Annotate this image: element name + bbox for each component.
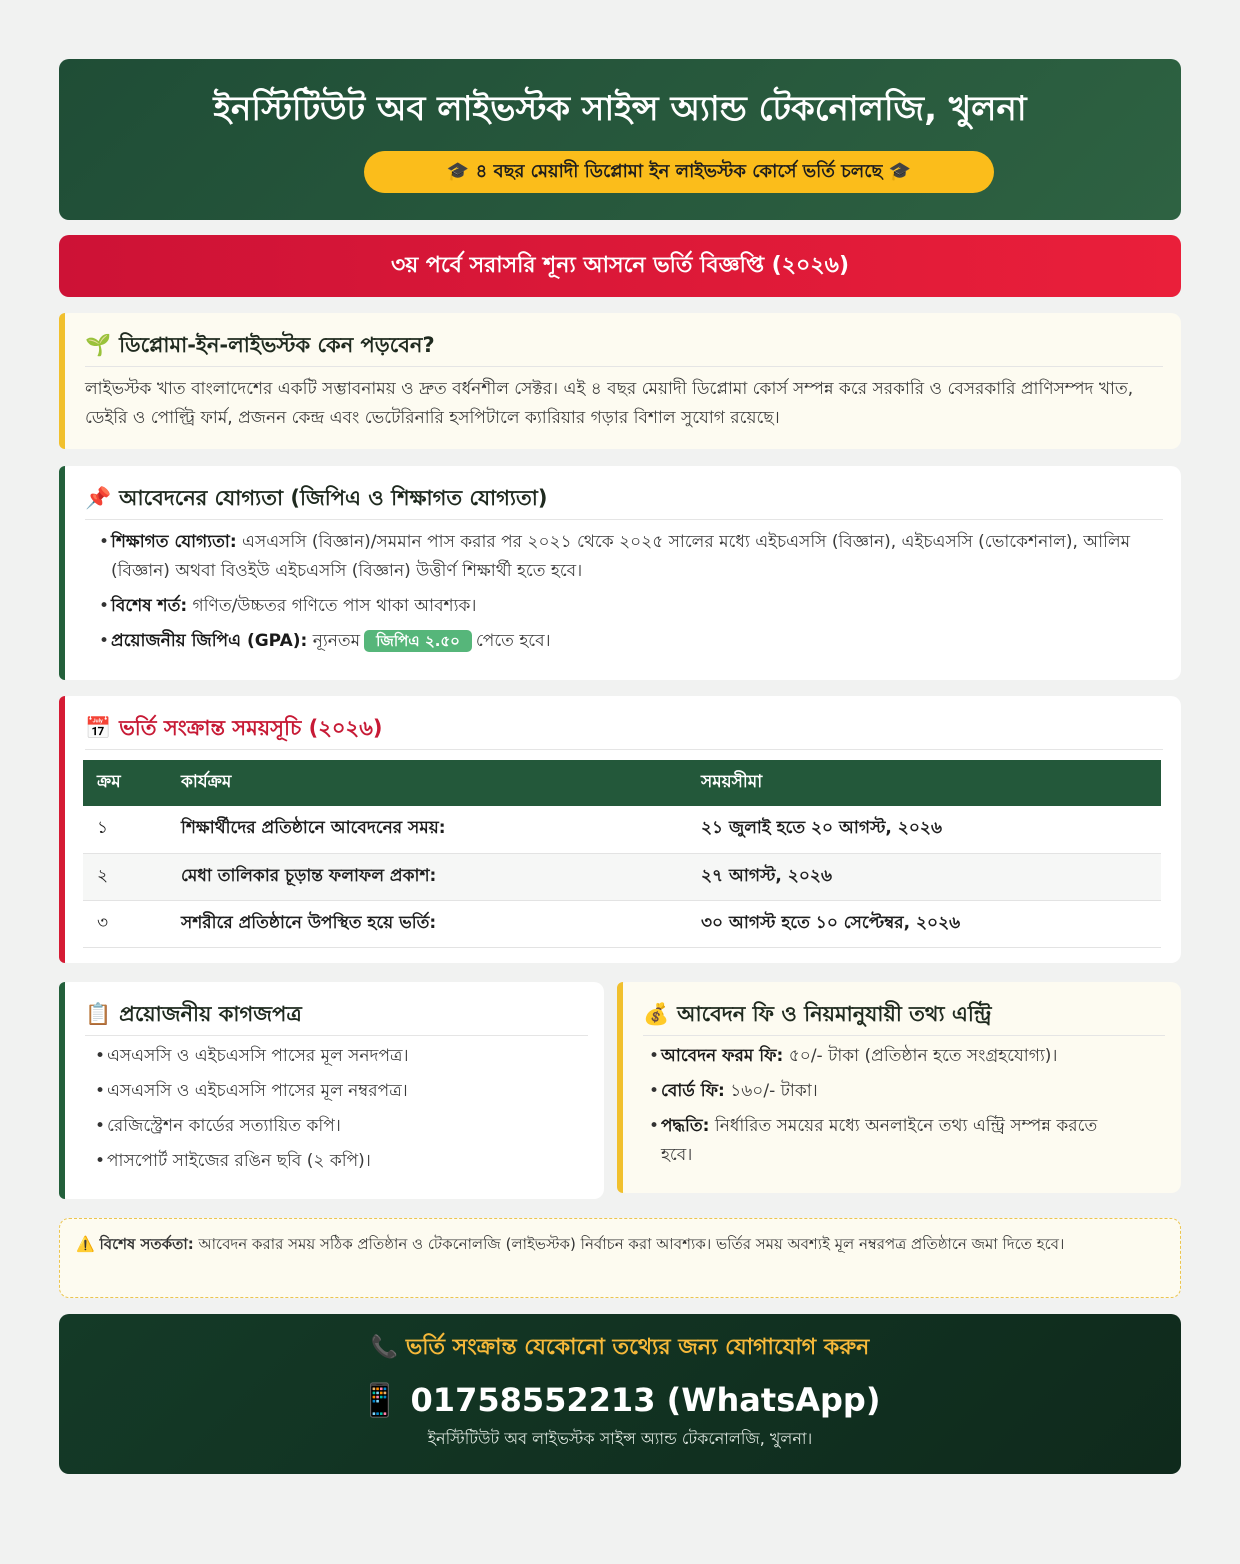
section-heading [85,996,588,1036]
header-banner [59,59,1181,220]
why-section [59,313,1181,449]
why-description: লাইভস্টক খাত বাংলাদেশের একটি সম্ভাবনাময় ও দ্রুত বর্ধনশীল সেক্টর। এই ৪ বছর মেয়াদী ডিপ্লোমা কোর্স সম্পন্ন করে সরকারি ও বেসরকারি প্রাণিসম্পদ খাত, ডেইরি ও পোল্ট্রি ফার্ম, প্রজনন কেন্দ্র এবং ভেটেরিনারি হসপিটালে ক্যারিয়ার গড়ার বিশাল সুযোগ রয়েছে। [85,379,1134,428]
item-text: ৫০/- টাকা (প্রতিষ্ঠান হতে সংগ্রহযোগ্য)। [788,1046,1058,1066]
list-item: • এসএসসি ও এইচএসসি পাসের মূল নম্বরপত্র। [95,1077,564,1106]
item-text: নির্ধারিত সময়ের মধ্যে অনলাইনে তথ্য এন্ট্রি সম্পন্ন করতে হবে। [661,1116,1098,1165]
schedule-section [59,696,1181,963]
item-label: বিশেষ শর্ত: [111,596,188,616]
warning-body: আবেদন করার সময় সঠিক প্রতিষ্ঠান ও টেকনোলজি (লাইভস্টক) নির্বাচন করা আবশ্যক। ভর্তির সময় অবশ্যই মূল নম্বরপত্র প্রতিষ্ঠানে জমা দিতে হবে। [198,1235,1065,1253]
item-label: পদ্ধতি: [661,1116,710,1136]
eligibility-section [59,466,1181,680]
documents-section [59,982,604,1199]
activity-cell: সশরীরে প্রতিষ্ঠানে উপস্থিত হয়ে ভর্তি: [167,900,687,947]
serial-cell: ২ [83,853,167,900]
item-label: আবেদন ফরম ফি: [661,1046,784,1066]
list-item [649,1042,1131,1071]
table-header-row [83,760,1161,806]
schedule-title: ভর্তি সংক্রান্ত সময়সূচি (২০২৬) [119,716,383,740]
list-item: • পাসপোর্ট সাইজের রঙিন ছবি (২ কপি)। [95,1147,564,1176]
warning-text [76,1231,1150,1258]
warning-box [59,1218,1181,1298]
clipboard-icon: 📋 [85,1002,112,1026]
documents-list [95,1042,564,1182]
phone-icon: 📞 [370,1335,399,1360]
item-label: বোর্ড ফি: [661,1081,725,1101]
pill-text: ৪ বছর মেয়াদী ডিপ্লোমা ইন লাইভস্টক কোর্সে ভর্তি চলছে [475,161,883,182]
mobile-phone-icon: 📱 [359,1381,400,1419]
activity-cell: শিক্ষার্থীদের প্রতিষ্ঠানে আবেদনের সময়: [167,806,687,853]
eligibility-title: আবেদনের যোগ্যতা (জিপিএ ও শিক্ষাগত যোগ্যতা) [119,486,548,510]
calendar-icon: 📅 [85,716,112,740]
deadline-cell: ৩০ আগস্ট হতে ১০ সেপ্টেম্বর, ২০২৬ [687,900,1161,947]
fees-section [617,982,1181,1193]
contact-title-text: ভর্তি সংক্রান্ত যেকোনো তথ্যের জন্য যোগাযোগ করুন [405,1335,870,1360]
activity-cell: মেধা তালিকার চূড়ান্ত ফলাফল প্রকাশ: [167,853,687,900]
column-header-activity: কার্যক্রম [167,760,687,806]
item-label: শিক্ষাগত যোগ্যতা: [111,532,237,552]
column-header-serial: ক্রম [83,760,167,806]
section-heading [85,710,1163,750]
why-title: ডিপ্লোমা-ইন-লাইভস্টক কেন পড়বেন? [119,333,435,357]
item-label: প্রয়োজনীয় জিপিএ (GPA): [111,631,308,651]
institute-title: ইনস্টিটিউট অব লাইভস্টক সাইন্স অ্যান্ড টেকনোলজি, খুলনা [213,89,1027,129]
contact-phone[interactable] [59,1376,1181,1424]
table-row [83,806,1161,853]
serial-cell: ৩ [83,900,167,947]
fees-title: আবেদন ফি ও নিয়মানুযায়ী তথ্য এন্ট্রি [677,1002,992,1026]
item-text: গণিত/উচ্চতর গণিতে পাস থাকা আবশ্যক। [192,596,477,616]
contact-footer [59,1314,1181,1474]
table-row [83,900,1161,947]
deadline-cell: ২৭ আগস্ট, ২০২৬ [687,853,1161,900]
graduation-cap-icon: 🎓 [446,161,470,182]
seedling-icon: 🌱 [85,333,112,357]
list-item [649,1077,1131,1106]
column-header-deadline: সময়সীমা [687,760,1161,806]
fees-list [649,1042,1131,1176]
list-item [99,627,1141,656]
item-text: ১৬০/- টাকা। [730,1081,818,1101]
item-text: ন্যূনতম [312,631,361,651]
documents-title: প্রয়োজনীয় কাগজপত্র [119,1002,302,1026]
phone-number[interactable]: 01758552213 (WhatsApp) [410,1381,881,1419]
warning-icon: ⚠️ [76,1235,95,1253]
pushpin-icon: 📌 [85,486,112,510]
section-heading [85,480,1163,520]
list-item [99,592,1141,621]
section-accent-bar [59,696,65,963]
list-item: • রেজিস্ট্রেশন কার্ডের সত্যায়িত কপি। [95,1112,564,1141]
list-item [99,528,1141,586]
section-heading [643,996,1165,1036]
table-row [83,853,1161,900]
warning-label: বিশেষ সতর্কতা: [99,1235,194,1253]
graduation-cap-icon: 🎓 [888,161,912,182]
contact-title [59,1328,1181,1368]
notice-banner: ৩য় পর্বে সরাসরি শূন্য আসনে ভর্তি বিজ্ঞপ্তি (২০২৬) [59,235,1181,297]
item-text: পেতে হবে। [475,631,551,651]
serial-cell: ১ [83,806,167,853]
section-accent-bar [59,313,65,449]
money-bag-icon: 💰 [643,1002,670,1026]
admission-open-pill [364,151,994,193]
section-heading [85,327,1163,367]
gpa-badge: জিপিএ ২.৫০ [364,630,472,652]
contact-institute-name: ইনস্টিটিউট অব লাইভস্টক সাইন্স অ্যান্ড টেকনোলজি, খুলনা। [427,1429,813,1448]
section-accent-bar [59,466,65,680]
item-text: এসএসসি (বিজ্ঞান)/সমমান পাস করার পর ২০২১ থেকে ২০২৫ সালের মধ্যে এইচএসসি (বিজ্ঞান), এইচএসসি (ভোকেশনাল), আলিম (বিজ্ঞান) অথবা বিওইউ এইচএসসি (বিজ্ঞান) উত্তীর্ণ শিক্ষার্থী হতে হবে। [111,532,1131,581]
section-accent-bar [617,982,623,1193]
schedule-table [83,760,1161,948]
section-accent-bar [59,982,65,1199]
list-item: • এসএসসি ও এইচএসসি পাসের মূল সনদপত্র। [95,1042,564,1071]
deadline-cell: ২১ জুলাই হতে ২০ আগস্ট, ২০২৬ [687,806,1161,853]
list-item [649,1112,1131,1170]
eligibility-list [99,528,1141,662]
